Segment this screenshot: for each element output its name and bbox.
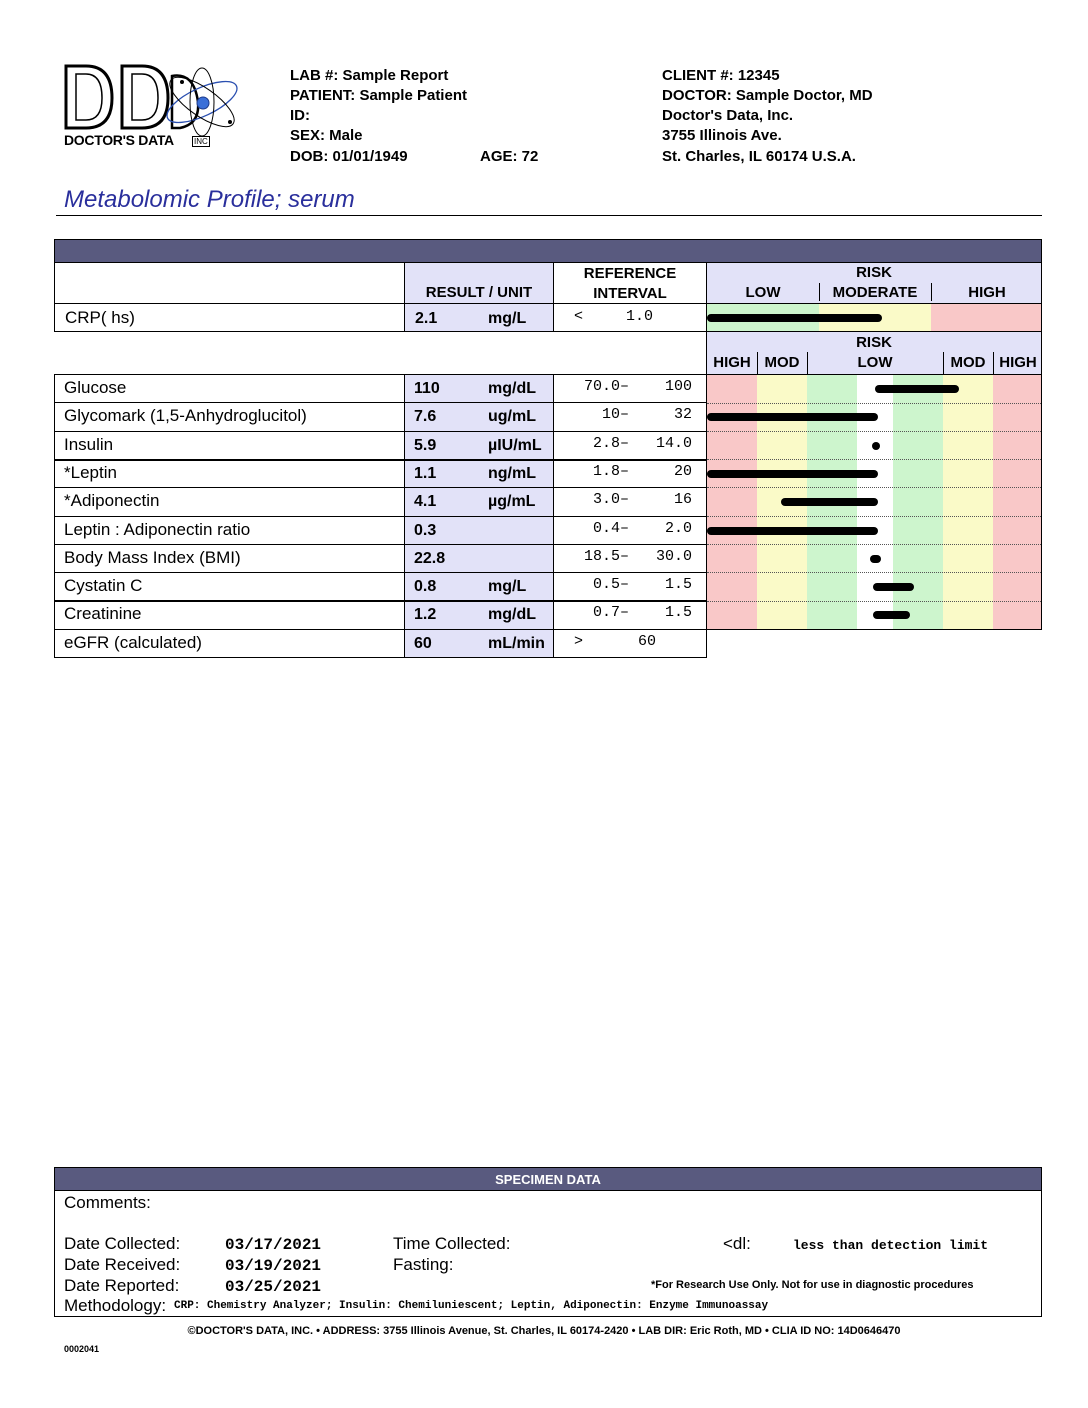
patient-id: ID: [290,107,310,124]
row-divider [54,600,707,602]
row-unit: µg/mL [488,493,536,511]
row-result: 5.9 [414,436,437,454]
dl-value: less than detection limit [793,1238,989,1253]
risk-header-label: RISK [856,264,892,281]
egfr-ref-op: > [574,633,584,650]
egfr-result: 60 [414,635,432,652]
risk-header [706,262,1042,304]
panel-header-row [54,331,1042,375]
egfr-name: eGFR (calculated) [64,633,202,652]
risk-high-label: HIGH [968,284,1006,301]
row-name: Glucose [64,378,127,397]
fasting-label: Fasting: [393,1255,454,1274]
risk-chart [706,374,1042,630]
logo [62,62,242,154]
crp-name: CRP( hs) [54,303,405,332]
row-result: 1.2 [414,606,437,624]
row-name: *Leptin [64,462,117,482]
row-divider [54,516,707,517]
row-unit: mg/L [488,578,527,596]
table-row [54,572,707,600]
row-reference: 70.0– 100 [584,378,693,395]
risk2-mod-high-label: MOD [950,354,986,371]
risk-result-marker [707,413,878,421]
table-row [54,487,707,515]
row-result: 0.8 [414,578,437,596]
patient-age: AGE: 72 [480,148,539,165]
risk-result-marker [875,385,959,393]
row-divider [54,431,707,432]
risk-result-marker [707,527,878,535]
row-unit: mg/dL [488,606,536,624]
reference-header-line1: REFERENCE [583,265,677,282]
patient-sex: SEX: Male [290,127,363,144]
logo-brand-text: DOCTOR'S DATA [64,132,174,148]
date-collected: 03/17/2021 [225,1236,322,1254]
reference-header [553,262,707,304]
crp-reference [553,303,707,332]
crp-risk-bar [706,303,1042,332]
row-divider [54,572,707,573]
crp-unit: mg/L [488,310,527,327]
crp-result: 2.1 [415,310,438,327]
time-collected-label: Time Collected: [393,1234,511,1253]
risk2-mod-low-label: MOD [764,354,800,371]
egfr-unit: mL/min [488,635,545,652]
risk-low-label: LOW [745,284,781,301]
row-name: Body Mass Index (BMI) [64,547,241,567]
row-unit: ug/mL [488,408,536,426]
table-row [54,374,707,402]
specimen-title: SPECIMEN DATA [54,1167,1042,1191]
risk-moderate-label: MODERATE [832,284,918,301]
patient-dob: DOB: 01/01/1949 [290,148,408,165]
risk2-high-low-label: HIGH [713,354,751,371]
risk-result-marker [873,611,910,619]
page-title: Metabolomic Profile; serum [64,186,355,213]
row-reference: 0.5– 1.5 [584,576,693,594]
table-row [54,431,707,459]
crp-ref-value: 1.0 [626,308,654,325]
risk2-header-label: RISK [856,334,892,351]
risk2-high-high-label: HIGH [999,354,1037,371]
crp-row [54,303,1042,332]
result-unit-header: RESULT / UNIT [404,262,554,304]
crp-result-marker [707,314,882,322]
row-divider [54,402,707,403]
row-unit: µIU/mL [488,436,542,454]
row-result: 0.3 [414,521,437,539]
row-divider [54,459,707,461]
comments-label: Comments: [64,1193,151,1212]
row-name: Creatinine [64,604,142,624]
date-received: 03/19/2021 [225,1257,322,1275]
row-reference: 1.8– 20 [584,462,693,480]
table-row [54,459,707,487]
risk2-low-label: LOW [857,354,893,371]
risk-result-marker [781,498,878,506]
risk-result-marker [872,442,880,450]
table-row [54,544,707,572]
risk-result-marker [870,555,881,563]
date-collected-label: Date Collected: [64,1234,181,1253]
table-row [54,402,707,430]
row-divider [54,544,707,545]
footer-code: 0002041 [64,1344,100,1354]
crp-ref-op: < [574,308,584,325]
row-reference: 0.4– 2.0 [584,519,693,537]
row-name: *Adiponectin [64,491,160,511]
row-result: 4.1 [414,493,437,511]
crp-header-row [54,262,1042,304]
date-received-label: Date Received: [64,1255,181,1274]
table-header-band [54,239,1042,263]
date-reported-label: Date Reported: [64,1276,180,1295]
footer-line: ©DOCTOR'S DATA, INC. • ADDRESS: 3755 Illinois Avenue, St. Charles, IL 60174-2420 • LAB DIR: Eric Roth, MD • CLIA ID NO: 14D0646470 [187,1325,901,1337]
dl-label: <dl: [723,1234,751,1253]
research-note: *For Research Use Only. Not for use in diagnostic procedures [651,1279,974,1291]
methodology-text: CRP: Chemistry Analyzer; Insulin: Chemiluniescent; Leptin, Adiponectin: Enzyme Immunoassay [174,1300,769,1312]
title-rule [56,215,1042,216]
client-number: CLIENT #: 12345 [662,67,780,84]
specimen-section [54,1167,1042,1317]
row-result: 22.8 [414,549,446,567]
risk-result-marker [707,470,878,478]
logo-inc-text: INC [194,137,208,146]
row-reference: 0.7– 1.5 [584,604,693,622]
row-unit: ng/mL [488,464,536,482]
row-divider [54,487,707,488]
risk-result-marker [873,583,913,591]
row-unit: mg/dL [488,380,536,397]
table-row [54,600,707,628]
org-name: Doctor's Data, Inc. [662,107,794,124]
crp-result-cell [404,303,554,332]
results-table [54,374,1042,660]
row-result: 110 [414,380,440,397]
lab-number: LAB #: Sample Report [290,67,449,84]
org-city: St. Charles, IL 60174 U.S.A. [662,148,856,165]
row-reference: 3.0– 16 [584,491,693,509]
table-row [54,516,707,544]
egfr-ref-value: 60 [638,633,657,650]
date-reported: 03/25/2021 [225,1278,322,1296]
patient-name: PATIENT: Sample Patient [290,87,467,104]
doctor-name: DOCTOR: Sample Doctor, MD [662,87,873,104]
org-street: 3755 Illinois Ave. [662,127,782,144]
row-result: 7.6 [414,408,437,426]
row-reference: 18.5– 30.0 [584,547,693,565]
reference-header-line2: INTERVAL [593,285,667,302]
methodology-label: Methodology: [64,1296,167,1315]
row-name: Insulin [64,434,114,454]
row-reference: 2.8– 14.0 [584,434,693,452]
row-reference: 10– 32 [584,406,693,424]
row-name: Leptin : Adiponectin ratio [64,519,251,539]
row-result: 1.1 [414,464,437,482]
row-name: Glycomark (1,5-Anhydroglucitol) [64,406,307,426]
egfr-row [54,629,707,658]
row-name: Cystatin C [64,576,143,596]
